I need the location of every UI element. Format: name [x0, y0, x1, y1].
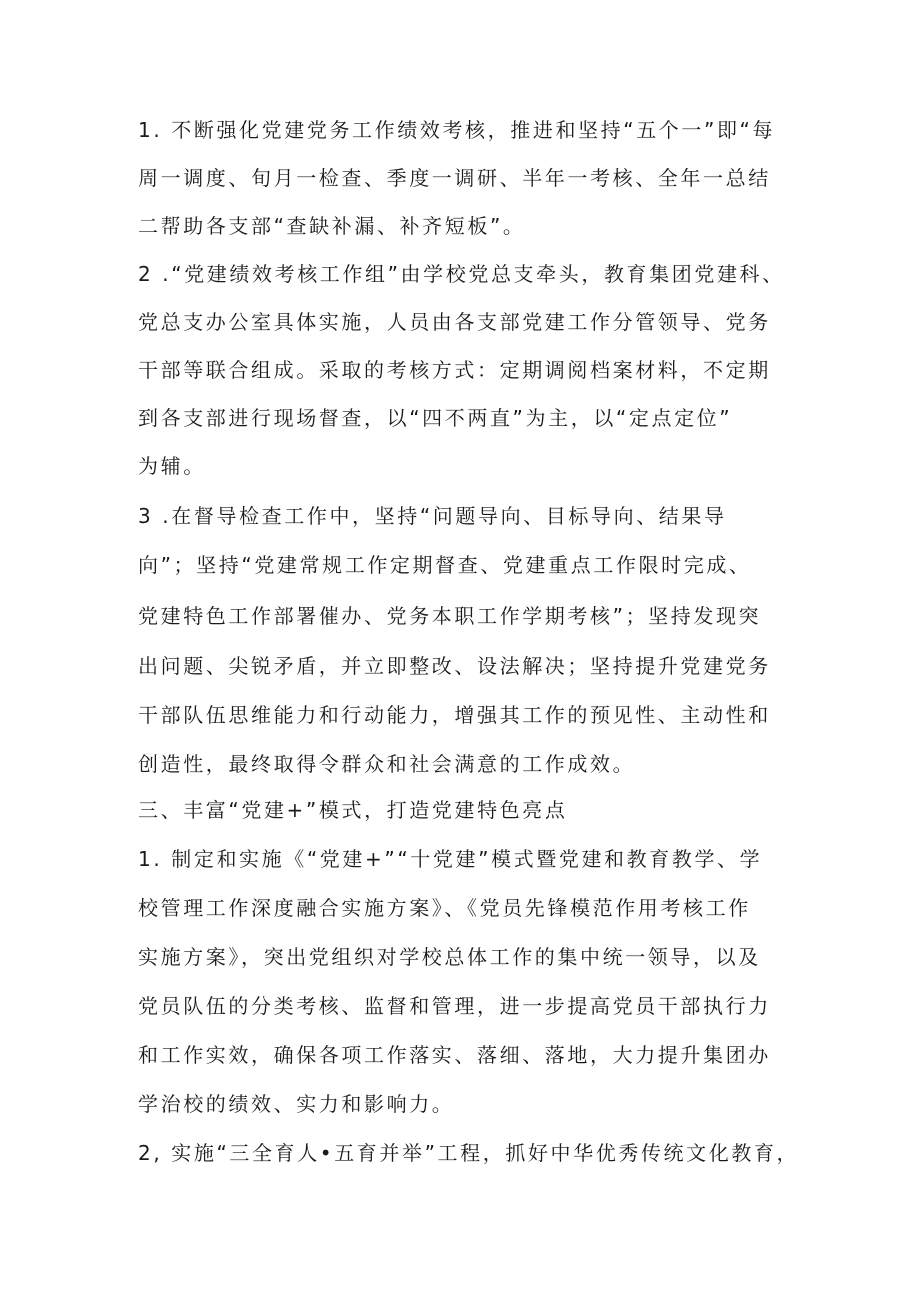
text-line-2: 周一调度、旬月一检查、季度一调研、半年一考核、全年一总结	[138, 166, 771, 190]
text-line-5: 党总支办公室具体实施，人员由各支部党建工作分管领导、党务	[138, 310, 771, 334]
text-line-8: 为辅。	[138, 454, 206, 478]
text-line-9: 3 .在督导检查工作中，坚持“问题导向、目标导向、结果导	[138, 504, 727, 528]
text-line-21: 学治校的绩效、实力和影响力。	[138, 1092, 455, 1116]
text-line-12: 出问题、尖锐矛盾，并立即整改、设法解决；坚持提升党建党务	[138, 654, 771, 678]
text-line-14: 创造性，最终取得令群众和社会满意的工作成效。	[138, 752, 636, 776]
text-line-16: 1. 制定和实施《“党建+”“十党建”模式暨党建和教育教学、学	[138, 847, 763, 871]
text-line-7: 到各支部进行现场督查，以“四不两直”为主，以“定点定位”	[138, 406, 733, 430]
text-line-10: 向”；坚持“党建常规工作定期督查、党建重点工作限时完成、	[138, 553, 752, 577]
text-line-4: 2 .“党建绩效考核工作组”由学校党总支牵头，教育集团党建科、	[138, 262, 785, 286]
text-line-1: 1. 不断强化党建党务工作绩效考核，推进和坚持“五个一”即“每	[138, 118, 776, 142]
text-line-22: 2, 实施“三全育人•五育并举”工程，抓好中华优秀传统文化教育，	[138, 1141, 800, 1165]
text-line-17: 校管理工作深度融合实施方案》、《党员先锋模范作用考核工作	[138, 896, 751, 920]
text-line-6: 干部等联合组成。采取的考核方式：定期调阅档案材料，不定期	[138, 358, 771, 382]
text-line-20: 和工作实效，确保各项工作落实、落细、落地，大力提升集团办	[138, 1043, 771, 1067]
text-line-11: 党建特色工作部署催办、党务本职工作学期考核”；坚持发现突	[138, 604, 762, 628]
text-line-13: 干部队伍思维能力和行动能力，增强其工作的预见性、主动性和	[138, 703, 771, 727]
text-line-18: 实施方案》，突出党组织对学校总体工作的集中统一领导，以及	[138, 945, 761, 969]
section-heading: 三、丰富“党建+”模式，打造党建特色亮点	[138, 798, 568, 822]
text-line-3: 二帮助各支部“查缺补漏、补齐短板”。	[138, 214, 526, 238]
text-line-19: 党员队伍的分类考核、监督和管理，进一步提高党员干部执行力	[138, 994, 771, 1018]
